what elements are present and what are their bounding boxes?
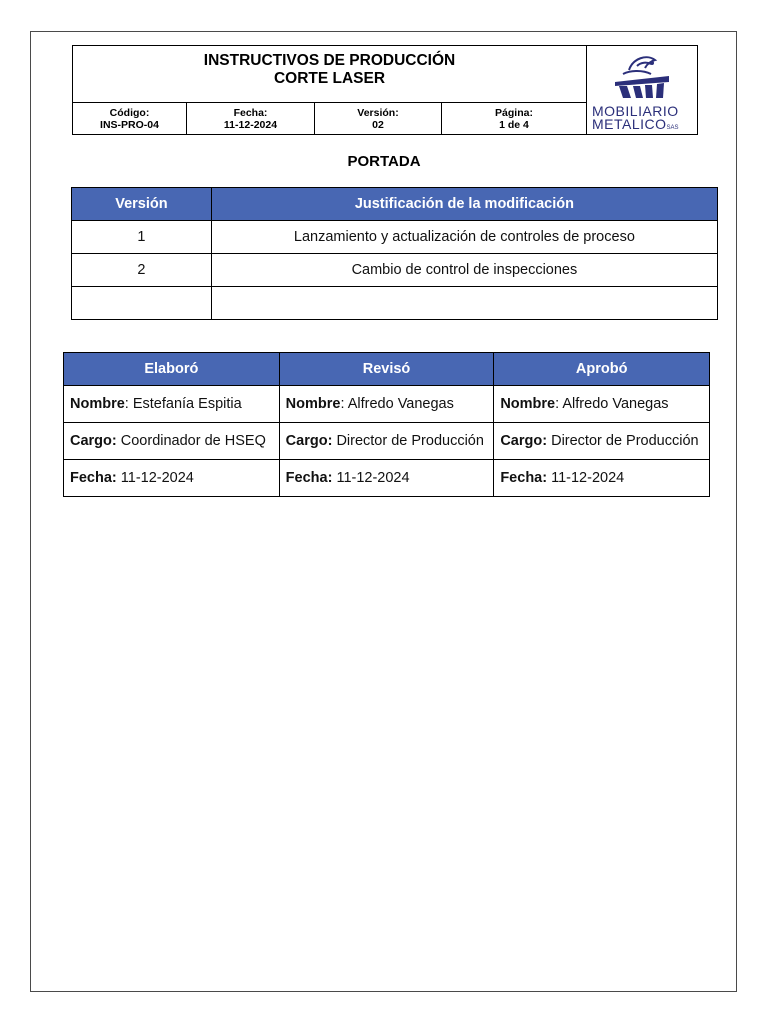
version-table-header-row	[72, 188, 718, 221]
meta-codigo-label: Código:	[109, 107, 150, 119]
meta-pagina-value: 1 de 4	[499, 119, 529, 131]
justification-cell: Cambio de control de inspecciones	[211, 254, 717, 287]
cargo-label: Cargo:	[500, 433, 548, 449]
name-label: Nombre	[285, 396, 341, 412]
reviso-fecha: 11-12-2024	[336, 470, 410, 486]
elaboro-name: Estefanía Espitia	[132, 396, 242, 412]
aprobo-fecha: 11-12-2024	[551, 470, 625, 486]
fecha-label: Fecha:	[70, 470, 117, 486]
approval-table	[63, 352, 710, 497]
table-row	[72, 287, 718, 320]
aprobo-fecha-cell	[494, 460, 710, 497]
cargo-label: Cargo:	[70, 433, 117, 449]
portada-heading: PORTADA	[347, 153, 421, 170]
elaboro-header: Elaboró	[64, 353, 280, 386]
elaboro-fecha-cell	[64, 460, 280, 497]
name-separator: :	[340, 396, 348, 412]
eagle-logo-icon	[607, 52, 677, 100]
logo-text-line2	[592, 117, 692, 135]
document-title-line2: CORTE LASER	[273, 70, 386, 87]
meta-version-value: 02	[372, 119, 384, 131]
elaboro-cargo: Coordinador de HSEQ	[120, 433, 266, 449]
aprobo-header: Aprobó	[494, 353, 710, 386]
justification-column-header: Justificación de la modificación	[211, 188, 717, 221]
document-title-line1: INSTRUCTIVOS DE PRODUCCIÓN	[203, 52, 456, 69]
logo-text-sas: SAS	[666, 125, 679, 131]
aprobo-name-cell	[494, 386, 710, 423]
meta-codigo-value: INS-PRO-04	[100, 119, 159, 131]
meta-fecha-label: Fecha:	[233, 107, 268, 119]
name-row	[64, 386, 710, 423]
name-separator: :	[555, 396, 563, 412]
document-page	[30, 31, 737, 992]
table-row	[72, 221, 718, 254]
meta-pagina	[442, 103, 586, 135]
elaboro-fecha: 11-12-2024	[120, 470, 194, 486]
aprobo-cargo: Director de Producción	[551, 433, 699, 449]
version-column-header: Versión	[72, 188, 212, 221]
reviso-header: Revisó	[279, 353, 494, 386]
cargo-label: Cargo:	[285, 433, 333, 449]
cargo-row	[64, 423, 710, 460]
name-label: Nombre	[70, 396, 125, 412]
document-title	[73, 46, 586, 102]
elaboro-cargo-cell	[64, 423, 280, 460]
meta-version-label: Versión:	[357, 107, 399, 119]
name-label: Nombre	[500, 396, 556, 412]
logo-text-line1: MOBILIARIO	[592, 103, 679, 119]
meta-fecha-value: 11-12-2024	[223, 119, 278, 131]
aprobo-name: Alfredo Vanegas	[562, 396, 669, 412]
meta-version	[315, 103, 442, 135]
header-info-box	[72, 45, 587, 135]
aprobo-cargo-cell	[494, 423, 710, 460]
meta-pagina-label: Página:	[495, 107, 533, 119]
reviso-cargo: Director de Producción	[336, 433, 484, 449]
reviso-name-cell	[279, 386, 494, 423]
company-logo	[586, 45, 698, 135]
table-row	[72, 254, 718, 287]
version-cell	[72, 287, 212, 320]
meta-codigo	[73, 103, 187, 135]
meta-fecha	[187, 103, 315, 135]
justification-cell: Lanzamiento y actualización de controles de proceso	[211, 221, 717, 254]
header-meta-row	[73, 102, 586, 135]
fecha-row	[64, 460, 710, 497]
approval-header-row	[64, 353, 710, 386]
document-header	[72, 45, 698, 135]
reviso-fecha-cell	[279, 460, 494, 497]
version-cell: 2	[72, 254, 212, 287]
elaboro-name-cell	[64, 386, 280, 423]
reviso-name: Alfredo Vanegas	[347, 396, 454, 412]
reviso-cargo-cell	[279, 423, 494, 460]
version-cell: 1	[72, 221, 212, 254]
justification-cell	[211, 287, 717, 320]
fecha-label: Fecha:	[500, 470, 548, 486]
version-table	[71, 187, 718, 320]
fecha-label: Fecha:	[285, 470, 333, 486]
name-separator: :	[124, 396, 133, 412]
logo-text-metalico: METALICO	[592, 116, 667, 132]
